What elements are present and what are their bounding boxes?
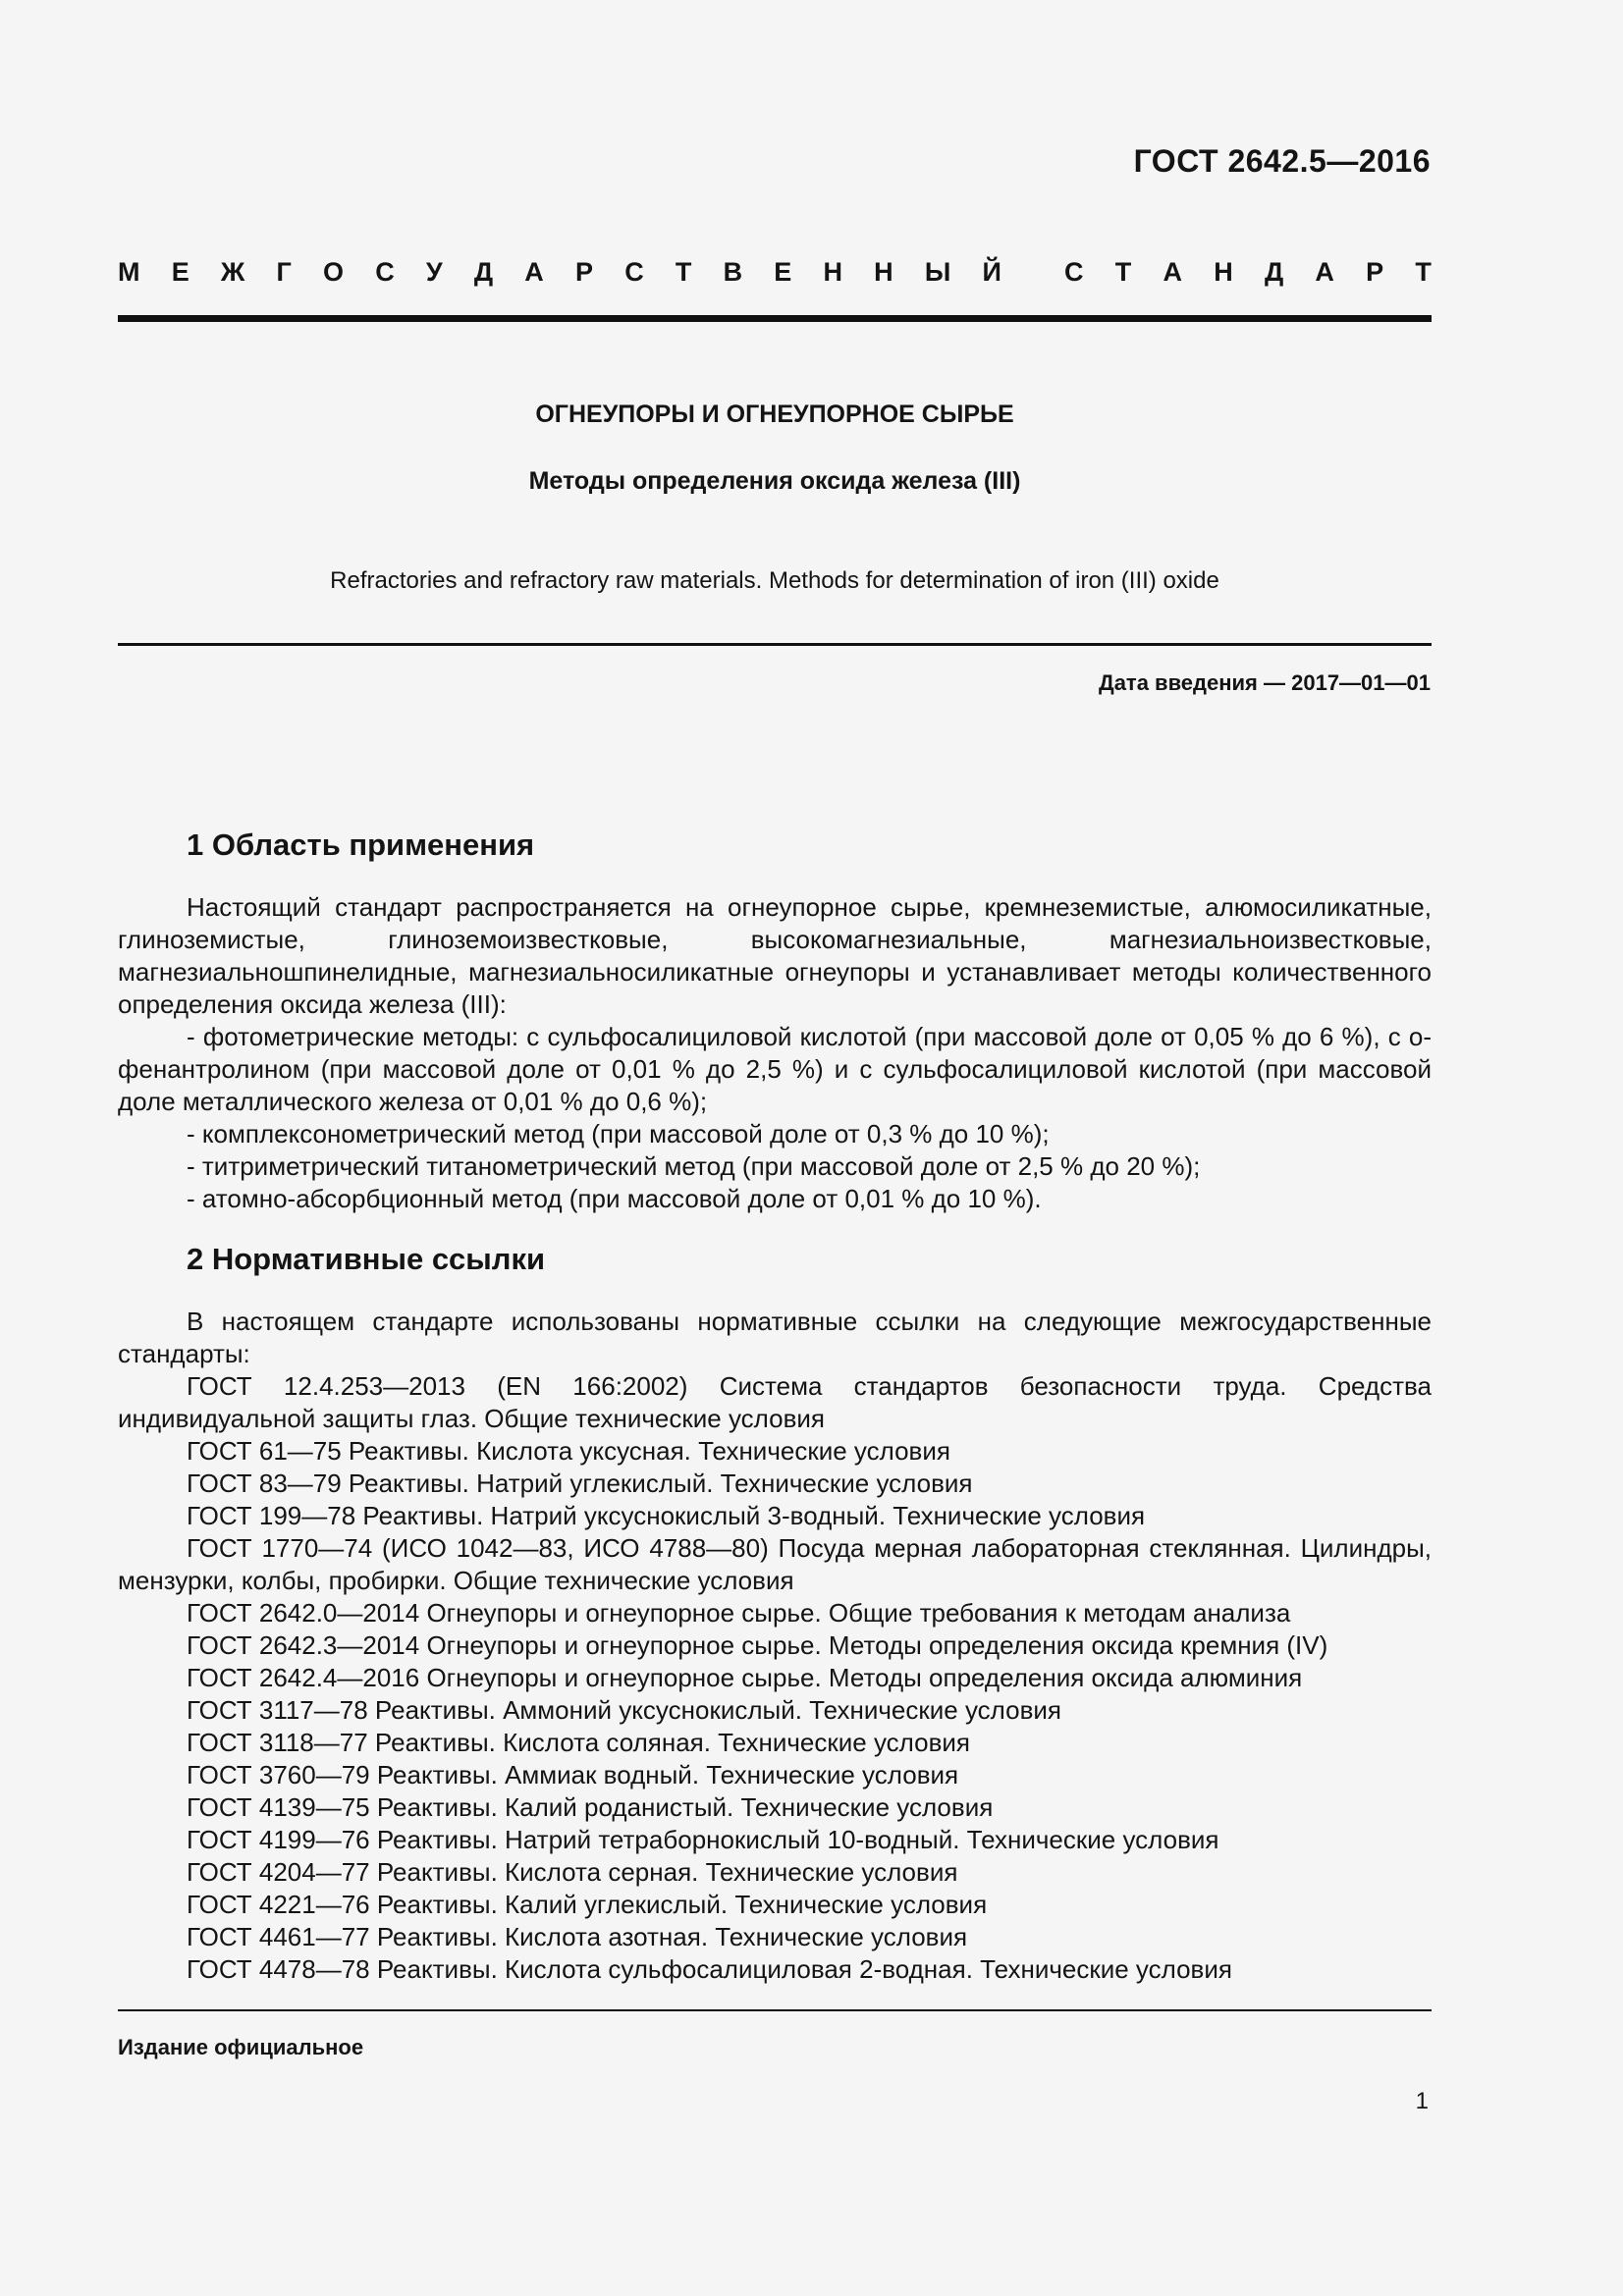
reference-item: ГОСТ 1770—74 (ИСО 1042—83, ИСО 4788—80) Посуда мерная лабораторная стеклянная. Цилиндры, мензурки, колбы, пробирки. Общие технические условия [118, 1533, 1432, 1595]
section-heading-scope: 1 Область применения [187, 828, 535, 862]
banner-letter: Ж [220, 257, 245, 287]
reference-item: ГОСТ 4461—77 Реактивы. Кислота азотная. Технические условия [187, 1922, 968, 1951]
section-references [118, 1306, 1432, 1986]
list-item: - атомно-абсорбционный метод (при массовой доле от 0,01 % до 10 %). [187, 1184, 1042, 1213]
banner-letter: Ы [924, 257, 951, 287]
banner-letter: Н [1214, 257, 1233, 287]
banner-word-interstate [118, 257, 1001, 288]
banner-letter: Й [982, 257, 1001, 287]
page-number: 1 [1415, 2088, 1429, 2114]
section-scope [118, 891, 1432, 1215]
reference-item: ГОСТ 4139—75 Реактивы. Калий роданистый. Технические условия [187, 1792, 994, 1822]
banner-letter: В [723, 257, 743, 287]
introduction-date: Дата введения — 2017—01—01 [1099, 670, 1431, 695]
banner-letter: Д [1264, 257, 1284, 287]
banner-word-standard [1064, 257, 1432, 288]
banner-letter: Т [1114, 257, 1132, 287]
list-item: - комплексонометрический метод (при массовой доле от 0,3 % до 10 %); [187, 1119, 1050, 1148]
banner-letter: Н [823, 257, 842, 287]
reference-item: ГОСТ 12.4.253—2013 (EN 166:2002) Система стандартов безопасности труда. Средства индивидуальной защиты глаз. Общие технические условия [118, 1371, 1432, 1433]
standard-banner [118, 257, 1432, 288]
reference-item: ГОСТ 61—75 Реактивы. Кислота уксусная. Технические условия [187, 1436, 950, 1466]
list-item: - фотометрические методы: с сульфосалициловой кислотой (при массовой доле от 0,05 % до 6 %), с о-фенантролином (при массовой доле от 0,01 % до 2,5 %) и с сульфосалициловой кислотой (при массовой доле металлического железа от 0,01 % до 0,6 %); [118, 1022, 1432, 1116]
scope-paragraph: Настоящий стандарт распространяется на огнеупорное сырье, кремнеземистые, алюмосиликатные, глиноземистые, глиноземоизвестковые, высокомагнезиальные, магнезиальноизвестковые, магнезиальношпинелидные, магнезиальносиликатные огнеупоры и устанавливает методы количественного определения оксида железа (III): [118, 892, 1432, 1019]
section-heading-references: 2 Нормативные ссылки [187, 1242, 546, 1276]
banner-letter: А [1163, 257, 1182, 287]
reference-item: ГОСТ 2642.0—2014 Огнеупоры и огнеупорное сырье. Общие требования к методам анализа [187, 1598, 1291, 1628]
banner-letter: Т [1415, 257, 1432, 287]
banner-letter: Д [473, 257, 494, 287]
reference-item: ГОСТ 83—79 Реактивы. Натрий углекислый. Технические условия [187, 1468, 973, 1498]
banner-letter: О [322, 257, 344, 287]
reference-item: ГОСТ 4221—76 Реактивы. Калий углекислый. Технические условия [187, 1890, 988, 1919]
document-id: ГОСТ 2642.5—2016 [1133, 143, 1431, 179]
banner-letter: Р [1366, 257, 1384, 287]
banner-letter: А [1315, 257, 1334, 287]
banner-letter: Т [675, 257, 692, 287]
banner-letter: Г [276, 257, 292, 287]
reference-item: ГОСТ 4199—76 Реактивы. Натрий тетраборнокислый 10-водный. Технические условия [187, 1825, 1219, 1854]
banner-letter: С [375, 257, 395, 287]
reference-item: ГОСТ 3760—79 Реактивы. Аммиак водный. Технические условия [187, 1760, 959, 1789]
reference-item: ГОСТ 3118—77 Реактивы. Кислота соляная. Технические условия [187, 1728, 971, 1757]
reference-item: ГОСТ 2642.3—2014 Огнеупоры и огнеупорное сырье. Методы определения оксида кремния (IV) [187, 1630, 1328, 1660]
banner-letter: А [524, 257, 544, 287]
banner-letter: У [425, 257, 443, 287]
document-body [118, 823, 1432, 1986]
title-divider [118, 643, 1432, 646]
reference-item: ГОСТ 199—78 Реактивы. Натрий уксуснокислый 3-водный. Технические условия [187, 1501, 1146, 1530]
banner-letter: С [624, 257, 644, 287]
reference-item: ГОСТ 2642.4—2016 Огнеупоры и огнеупорное сырье. Методы определения оксида алюминия [187, 1663, 1303, 1692]
banner-letter: Е [774, 257, 792, 287]
header-divider [118, 315, 1432, 322]
document-subtitle: Методы определения оксида железа (III) [528, 467, 1021, 495]
footer-divider [118, 2009, 1432, 2011]
english-title: Refractories and refractory raw materials. Methods for determination of iron (III) oxide [330, 567, 1219, 594]
reference-item: ГОСТ 3117—78 Реактивы. Аммоний уксуснокислый. Технические условия [187, 1695, 1062, 1725]
list-item: - титриметрический титанометрический метод (при массовой доле от 2,5 % до 20 %); [187, 1151, 1201, 1181]
document-title: ОГНЕУПОРЫ И ОГНЕУПОРНОЕ СЫРЬЕ [535, 400, 1014, 428]
references-intro: В настоящем стандарте использованы нормативные ссылки на следующие межгосударственные стандарты: [118, 1307, 1432, 1368]
banner-letter: М [118, 257, 140, 287]
banner-letter: С [1064, 257, 1084, 287]
reference-item: ГОСТ 4204—77 Реактивы. Кислота серная. Технические условия [187, 1857, 958, 1887]
banner-letter: Е [171, 257, 189, 287]
reference-item: ГОСТ 4478—78 Реактивы. Кислота сульфосалициловая 2-водная. Технические условия [187, 1954, 1232, 1984]
banner-letter: Н [874, 257, 893, 287]
banner-letter: Р [574, 257, 593, 287]
official-edition-label: Издание официальное [118, 2035, 364, 2059]
